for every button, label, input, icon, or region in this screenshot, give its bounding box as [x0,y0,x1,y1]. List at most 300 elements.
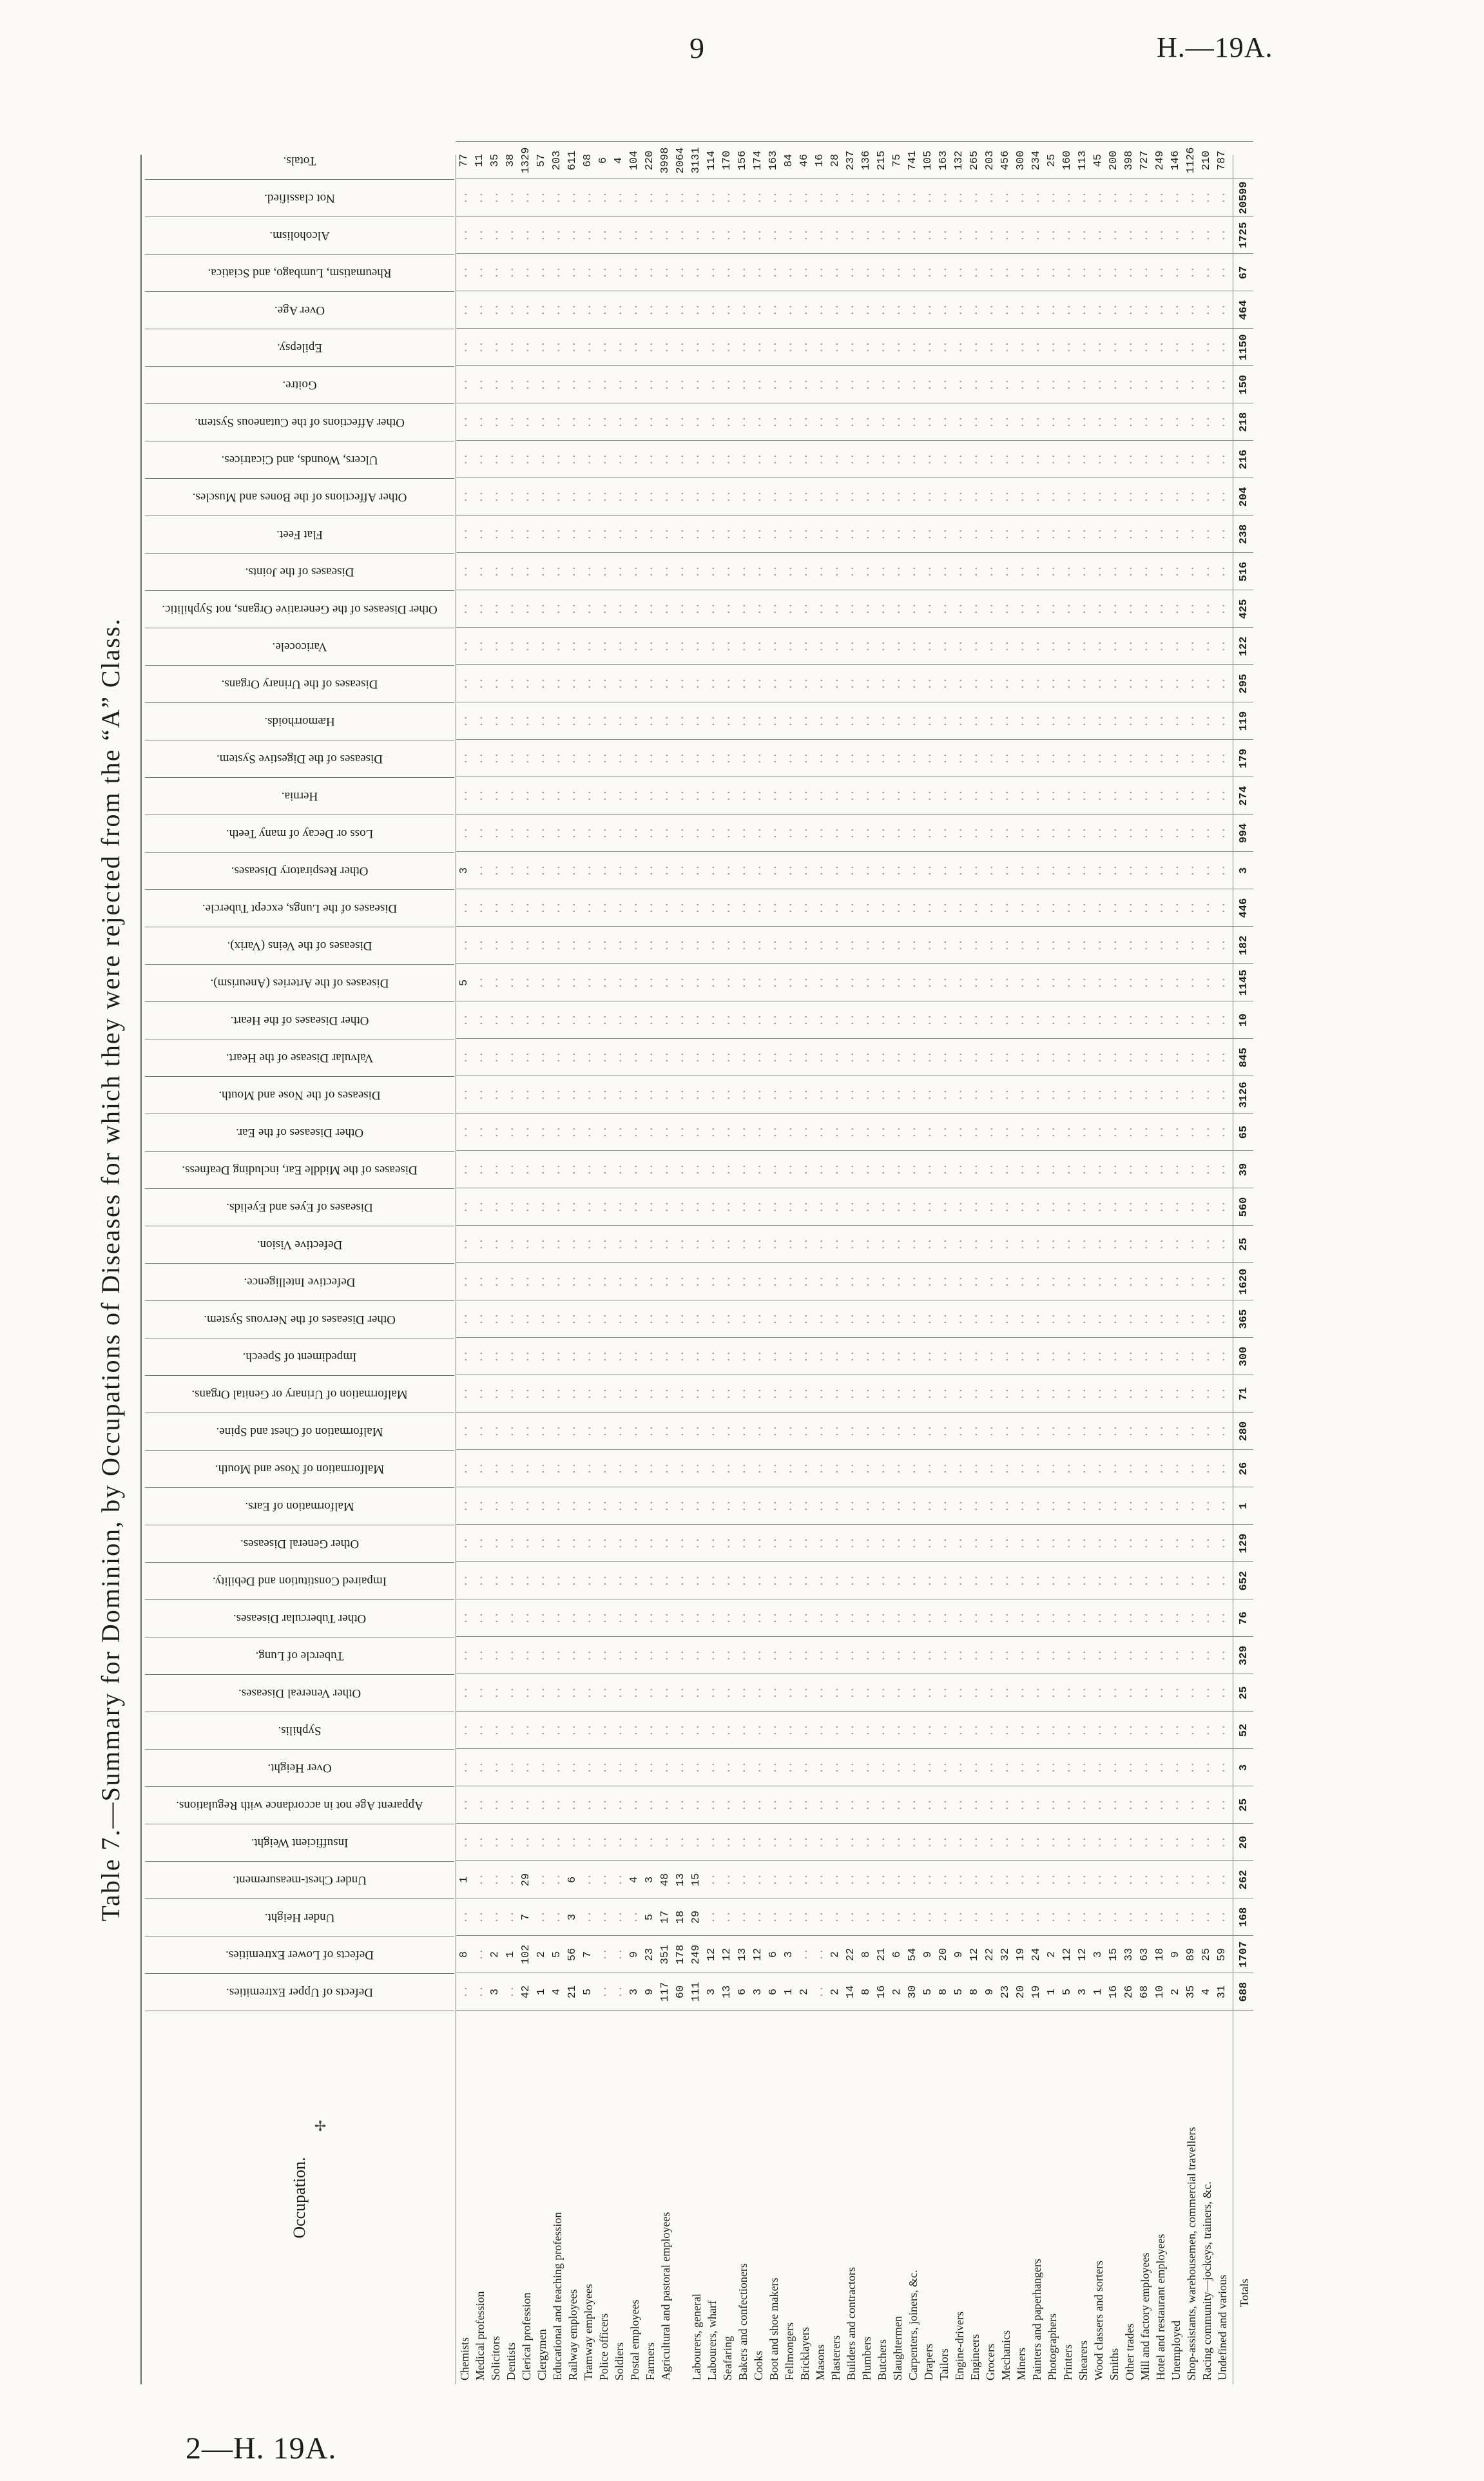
empty-cell: .. [551,265,563,280]
occupation-label: Educational and teaching profession [551,2212,564,2380]
empty-cell: .. [659,1462,671,1476]
empty-cell: .. [752,415,764,429]
empty-cell: .. [659,1761,671,1775]
empty-cell: .. [1046,1499,1058,1513]
empty-cell: .. [489,340,501,354]
empty-cell: .. [1015,751,1027,766]
empty-cell: .. [938,1611,950,1625]
empty-cell: .. [798,265,811,280]
occupation-label: Clergymen [535,2329,548,2380]
table-row [519,147,534,2384]
empty-cell: .. [876,340,888,354]
empty-cell: .. [489,789,501,803]
empty-cell: .. [1123,938,1135,952]
empty-cell: .. [1185,1387,1197,1401]
empty-cell: .. [767,228,780,242]
empty-cell: .. [1154,1499,1166,1513]
empty-cell: .. [922,602,934,616]
empty-cell: .. [458,1761,470,1775]
column-header-label: Goitre. [282,378,317,392]
empty-cell: .. [1139,1387,1151,1401]
empty-cell: .. [1061,452,1074,467]
empty-cell: .. [675,1798,687,1812]
occupation-label: Photographers [1046,2313,1059,2380]
empty-cell: .. [597,639,610,653]
empty-cell: .. [1154,901,1166,915]
empty-cell: .. [566,1574,579,1588]
empty-cell: .. [628,452,641,467]
empty-cell: .. [876,1686,888,1700]
empty-cell: .. [690,265,702,280]
empty-cell: .. [814,1013,826,1027]
empty-cell: .. [1030,490,1043,504]
empty-cell: .. [613,1275,625,1289]
empty-cell: .. [458,1723,470,1737]
empty-cell: .. [1108,1387,1120,1401]
empty-cell: .. [938,1424,950,1438]
empty-cell: .. [582,1013,594,1027]
empty-cell: .. [1092,1237,1104,1251]
empty-cell: .. [613,191,625,205]
empty-cell: .. [520,1013,532,1027]
empty-cell: .. [814,1050,826,1065]
column-header-label: Under Chest-measurement. [233,1873,367,1887]
empty-cell: .. [876,265,888,280]
empty-cell: .. [1216,1013,1228,1027]
empty-cell: .. [721,714,733,728]
empty-cell: .. [798,1574,811,1588]
empty-cell: .. [628,1761,641,1775]
table-cell: 3 [706,1988,718,1996]
empty-cell: .. [1015,1462,1027,1476]
empty-cell: .. [984,639,996,653]
empty-cell: .. [860,1723,872,1737]
empty-cell: .. [474,1424,486,1438]
empty-cell: .. [1030,228,1043,242]
empty-cell: .. [798,1237,811,1251]
empty-cell: .. [1123,1574,1135,1588]
empty-cell: .. [644,1013,656,1027]
empty-cell: .. [783,340,795,354]
empty-cell: .. [535,1462,548,1476]
empty-cell: .. [566,938,579,952]
table-cell: 237 [845,150,857,171]
empty-cell: .. [505,1349,517,1364]
empty-cell: .. [690,1611,702,1625]
empty-cell: .. [798,1013,811,1027]
empty-cell: .. [999,1088,1012,1102]
empty-cell: .. [675,901,687,915]
empty-cell: .. [814,1536,826,1550]
empty-cell: .. [566,452,579,467]
empty-cell: .. [1200,303,1213,317]
empty-cell: .. [1015,303,1027,317]
empty-cell: .. [659,565,671,579]
empty-cell: .. [1216,1200,1228,1214]
empty-cell: .. [968,677,981,691]
column-divider [456,1636,1253,1637]
empty-cell: .. [1154,1686,1166,1700]
table-cell: 163 [938,150,950,171]
empty-cell: .. [582,378,594,392]
empty-cell: .. [752,1237,764,1251]
empty-cell: .. [520,677,532,691]
empty-cell: .. [535,1574,548,1588]
table-row [1153,150,1168,2384]
empty-cell: .. [752,1387,764,1401]
empty-cell: .. [520,938,532,952]
column-divider [456,739,1253,740]
empty-cell: .. [1061,1723,1074,1737]
empty-cell: .. [876,415,888,429]
empty-cell: .. [876,1237,888,1251]
empty-cell: .. [845,1275,857,1289]
empty-cell: .. [1030,1013,1043,1027]
table-cell: 146 [1170,150,1182,171]
column-divider [456,515,1253,516]
empty-cell: .. [1170,1574,1182,1588]
empty-cell: .. [860,1088,872,1102]
empty-cell: .. [1123,1013,1135,1027]
empty-cell: .. [474,1648,486,1663]
empty-cell: .. [953,1237,965,1251]
empty-cell: .. [628,1387,641,1401]
empty-cell: .. [891,714,903,728]
empty-cell: .. [1200,1462,1213,1476]
table-row [1029,150,1045,2384]
empty-cell: .. [613,751,625,766]
empty-cell: .. [489,938,501,952]
empty-cell: .. [1123,1798,1135,1812]
table-cell: 7 [582,1951,594,1958]
empty-cell: .. [752,1835,764,1849]
empty-cell: .. [1154,1200,1166,1214]
empty-cell: .. [1123,1686,1135,1700]
empty-cell: .. [1061,1536,1074,1550]
empty-cell: .. [984,602,996,616]
empty-cell: .. [752,976,764,990]
empty-cell: .. [814,751,826,766]
empty-cell: .. [1030,265,1043,280]
empty-cell: .. [535,1648,548,1663]
empty-cell: .. [1123,340,1135,354]
empty-cell: .. [1170,191,1182,205]
empty-cell: .. [1170,1499,1182,1513]
empty-cell: .. [737,1050,749,1065]
column-divider [456,1823,1253,1824]
empty-cell: .. [845,378,857,392]
empty-cell: .. [814,1424,826,1438]
empty-cell: .. [474,1200,486,1214]
table-cell: 20 [938,1947,950,1962]
empty-cell: .. [690,751,702,766]
occupation-label: Shop-assistants, warehousemen, commercial travellers [1185,2127,1198,2380]
empty-cell: .. [458,1163,470,1177]
empty-cell: .. [613,1574,625,1588]
empty-cell: .. [1092,639,1104,653]
occupation-label: Fellmongers [783,2322,796,2380]
empty-cell: .. [1077,1611,1089,1625]
table-cell: 24 [1030,1947,1043,1962]
table-cell: 35 [1185,1985,1197,1999]
empty-cell: .. [1123,378,1135,392]
empty-cell: .. [1185,378,1197,392]
empty-cell: .. [737,265,749,280]
empty-cell: .. [1154,1275,1166,1289]
totals-cell: 76 [1238,1611,1250,1625]
empty-cell: .. [1077,1835,1089,1849]
empty-cell: .. [520,452,532,467]
empty-cell: .. [551,1424,563,1438]
empty-cell: .. [999,864,1012,878]
empty-cell: .. [953,1611,965,1625]
table-cell: 23 [644,1947,656,1962]
empty-cell: .. [752,1686,764,1700]
empty-cell: .. [737,1686,749,1700]
empty-cell: .. [938,1349,950,1364]
empty-cell: .. [783,1200,795,1214]
empty-cell: .. [644,1237,656,1251]
empty-cell: .. [938,1686,950,1700]
empty-cell: .. [984,1312,996,1326]
empty-cell: .. [489,1237,501,1251]
empty-cell: .. [1046,1574,1058,1588]
empty-cell: .. [999,901,1012,915]
empty-cell: .. [505,1237,517,1251]
empty-cell: .. [613,415,625,429]
empty-cell: .. [1216,602,1228,616]
empty-cell: .. [551,378,563,392]
empty-cell: .. [458,340,470,354]
empty-cell: .. [1077,1125,1089,1139]
empty-cell: .. [922,714,934,728]
empty-cell: .. [659,1275,671,1289]
empty-cell: .. [1046,191,1058,205]
empty-cell: .. [845,1163,857,1177]
empty-cell: .. [1030,415,1043,429]
table-cell: 6 [891,1951,903,1958]
empty-cell: .. [1108,1088,1120,1102]
empty-cell: .. [706,303,718,317]
empty-cell: .. [505,1835,517,1849]
empty-cell: .. [737,303,749,317]
empty-cell: .. [597,826,610,840]
empty-cell: .. [829,1686,842,1700]
empty-cell: .. [891,789,903,803]
table-row [1060,150,1075,2384]
empty-cell: .. [953,452,965,467]
empty-cell: .. [566,1163,579,1177]
empty-cell: .. [1030,1050,1043,1065]
empty-cell: .. [798,415,811,429]
empty-cell: .. [922,1163,934,1177]
empty-cell: .. [767,1873,780,1887]
empty-cell: .. [752,1574,764,1588]
empty-cell: .. [690,1723,702,1737]
table-row [642,150,658,2384]
empty-cell: .. [474,527,486,541]
empty-cell: .. [752,452,764,467]
empty-cell: .. [1185,452,1197,467]
empty-cell: .. [706,191,718,205]
empty-cell: .. [922,340,934,354]
empty-cell: .. [1092,602,1104,616]
table-title: Table 7.—Summary for Dominion, by Occupations of Diseases for which they were rejected from the “A” Class. [96,617,125,1922]
empty-cell: .. [1061,1312,1074,1326]
empty-cell: .. [984,565,996,579]
empty-cell: .. [505,1387,517,1401]
empty-cell: .. [566,1686,579,1700]
empty-cell: .. [1061,303,1074,317]
empty-cell: .. [1123,1910,1135,1924]
empty-cell: .. [907,1387,919,1401]
empty-cell: .. [876,826,888,840]
empty-cell: .. [1030,378,1043,392]
empty-cell: .. [551,1761,563,1775]
empty-cell: .. [891,378,903,392]
empty-cell: .. [706,1163,718,1177]
empty-cell: .. [876,1910,888,1924]
empty-cell: .. [659,1686,671,1700]
occupation-label: Railway employees [566,2289,579,2380]
occupation-label: Seafaring [721,2336,734,2380]
empty-cell: .. [1200,864,1213,878]
empty-cell: .. [968,303,981,317]
empty-cell: .. [659,751,671,766]
empty-cell: .. [721,1798,733,1812]
empty-cell: .. [1108,1873,1120,1887]
empty-cell: .. [659,864,671,878]
table-row [550,150,565,2384]
table-cell: 2 [489,1951,501,1958]
empty-cell: .. [690,1013,702,1027]
empty-cell: .. [505,1200,517,1214]
table-cell: 3 [1092,1951,1104,1958]
empty-cell: .. [922,1873,934,1887]
empty-cell: .. [659,228,671,242]
empty-cell: .. [968,1275,981,1289]
empty-cell: .. [1092,751,1104,766]
empty-cell: .. [520,976,532,990]
empty-cell: .. [551,1873,563,1887]
empty-cell: .. [876,1835,888,1849]
table-cell: 13 [737,1947,749,1962]
empty-cell: .. [968,452,981,467]
table-row [797,155,813,2384]
empty-cell: .. [984,228,996,242]
empty-cell: .. [721,602,733,616]
empty-cell: .. [489,1873,501,1887]
empty-cell: .. [845,938,857,952]
empty-cell: .. [613,378,625,392]
table-cell: 5 [1061,1988,1074,1996]
empty-cell: .. [458,677,470,691]
empty-cell: .. [582,340,594,354]
empty-cell: .. [535,1349,548,1364]
empty-cell: .. [1030,1536,1043,1550]
empty-cell: .. [1185,677,1197,691]
empty-cell: .. [1154,1798,1166,1812]
empty-cell: .. [999,1462,1012,1476]
empty-cell: .. [953,789,965,803]
empty-cell: .. [922,378,934,392]
empty-cell: .. [953,1013,965,1027]
empty-cell: .. [566,1088,579,1102]
empty-cell: .. [551,228,563,242]
empty-cell: .. [659,938,671,952]
empty-cell: .. [644,864,656,878]
empty-cell: .. [1092,228,1104,242]
empty-cell: .. [1030,602,1043,616]
occupation-label: Miners [1015,2348,1028,2380]
empty-cell: .. [489,378,501,392]
empty-cell: .. [783,1536,795,1550]
column-divider [456,253,1253,254]
empty-cell: .. [520,265,532,280]
empty-cell: .. [520,602,532,616]
empty-cell: .. [489,1088,501,1102]
empty-cell: .. [1077,228,1089,242]
empty-cell: .. [505,1424,517,1438]
empty-cell: .. [938,191,950,205]
empty-cell: .. [752,1125,764,1139]
empty-cell: .. [489,1013,501,1027]
empty-cell: .. [1123,1163,1135,1177]
empty-cell: .. [1154,976,1166,990]
empty-cell: .. [767,452,780,467]
empty-cell: .. [860,864,872,878]
column-divider [456,814,1253,815]
empty-cell: .. [520,565,532,579]
empty-cell: .. [1154,1424,1166,1438]
empty-cell: .. [535,1088,548,1102]
empty-cell: .. [968,490,981,504]
table-cell: 741 [907,150,919,171]
empty-cell: .. [938,639,950,653]
empty-cell: .. [1154,340,1166,354]
empty-cell: .. [489,303,501,317]
empty-cell: .. [1015,1312,1027,1326]
empty-cell: .. [1061,901,1074,915]
empty-cell: .. [613,976,625,990]
table-row [890,155,905,2384]
empty-cell: .. [1077,1910,1089,1924]
empty-cell: .. [535,1424,548,1438]
empty-cell: .. [1123,1761,1135,1775]
empty-cell: .. [1139,1349,1151,1364]
empty-cell: .. [845,1648,857,1663]
occupation-label: Wood classers and sorters [1092,2260,1105,2380]
occupation-label: Medical profession [474,2291,487,2380]
empty-cell: .. [721,901,733,915]
page-reference: H.—19A. [1157,32,1273,63]
empty-cell: .. [1200,1125,1213,1139]
empty-cell: .. [876,527,888,541]
empty-cell: .. [984,1910,996,1924]
table-cell: 16 [814,153,826,168]
empty-cell: .. [582,1574,594,1588]
empty-cell: .. [690,976,702,990]
table-cell: 203 [984,150,996,171]
empty-cell: .. [1139,1723,1151,1737]
empty-cell: .. [999,602,1012,616]
empty-cell: .. [1185,1462,1197,1476]
empty-cell: .. [922,1050,934,1065]
empty-cell: .. [891,1462,903,1476]
empty-cell: .. [845,1237,857,1251]
empty-cell: .. [566,1499,579,1513]
empty-cell: .. [597,490,610,504]
